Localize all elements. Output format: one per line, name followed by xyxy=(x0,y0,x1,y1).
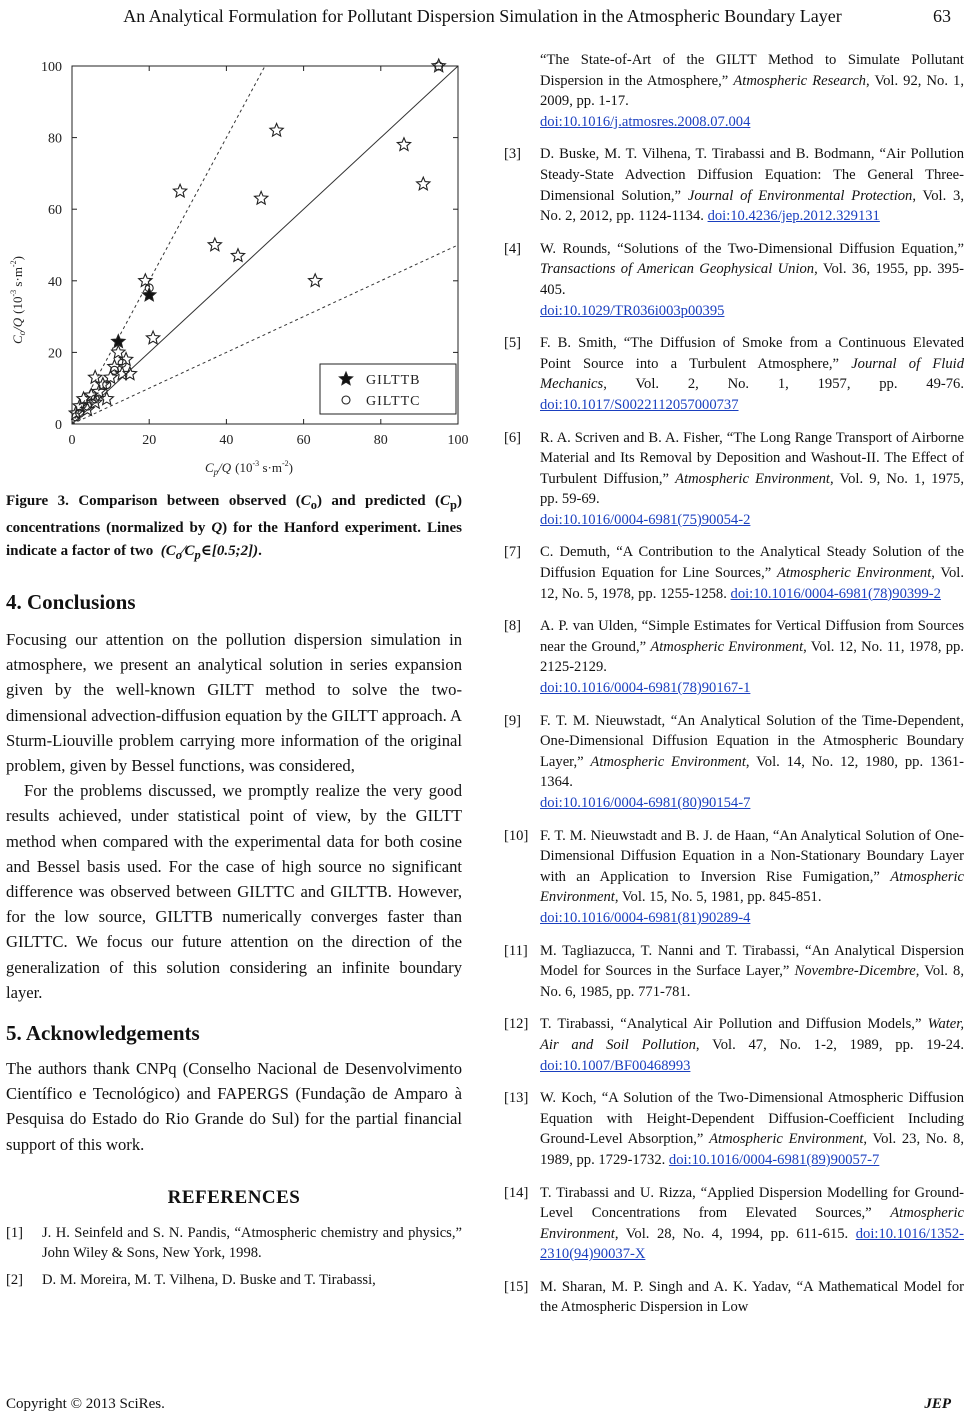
reference-number: [1] xyxy=(6,1224,24,1241)
ratio-formula: $(C_o⁄C_p\in[0.5;2])$ xyxy=(156,543,259,562)
references-heading: REFERENCES xyxy=(167,1186,301,1208)
reference-number: [4] xyxy=(504,240,522,257)
running-title: An Analytical Formulation for Pollutant Dispersion Simulation in the Atmospheric Boundary Layer xyxy=(123,6,842,26)
observed-point xyxy=(146,331,159,344)
reference-item xyxy=(504,1183,964,1265)
figure-caption: Figure 3. Comparison between observed $(C_o)$ and predicted $(C_p)$ concentrations (normalized by Q) for the Hanford experiment. Lines indicate a factor of two $(C_o⁄C_p\in[0.5;2])$. xyxy=(6,493,462,562)
reference-number: [13] xyxy=(504,1090,529,1107)
reference-item xyxy=(504,239,964,321)
reference-item xyxy=(6,1223,462,1264)
legend-label-gilttb: GILTTB xyxy=(366,373,421,388)
x-tick-label: 20 xyxy=(142,433,157,448)
doi-link[interactable]: doi:10.1029/TR036i003p00395 xyxy=(540,302,725,319)
reference-text: A. P. van Ulden, “Simple Estimates for Vertical Diffusion from Sources near the Ground,” Atmospheric Environment, Vol. 12, No. 11, 1978, pp. 2125-2129. doi:10.1016/0004-6981(78)90167-1 xyxy=(540,618,964,697)
reference-number: [7] xyxy=(504,544,522,561)
doi-link[interactable]: doi:10.1016/1352-2310(94)90037-X xyxy=(540,1225,964,1263)
reference-text: J. H. Seinfeld and S. N. Pandis, “Atmospheric chemistry and physics,” John Wiley & Sons, New York, 1998. xyxy=(42,1224,462,1262)
y-tick-label: 40 xyxy=(48,274,62,290)
doi-link[interactable]: doi:10.1007/BF00468993 xyxy=(540,1057,691,1074)
references-list-right xyxy=(504,50,964,1330)
reference-text: F. T. M. Nieuwstadt, “An Analytical Solution of the Time-Dependent, One-Dimensional Diffusion Equation in the Atmospheric Boundary Layer,” Atmospheric Environment, Vol. 14, No. 12, 1980, pp. 1361-1364. doi:10.1016/0004-6981(80)90154-7 xyxy=(540,712,964,811)
reference-number: [11] xyxy=(504,942,528,959)
observed-point xyxy=(123,367,136,380)
reference-number: [9] xyxy=(504,712,522,729)
x-tick-label: 60 xyxy=(296,433,311,448)
observed-point xyxy=(89,370,102,383)
page-header xyxy=(0,6,965,30)
reference-number: [15] xyxy=(504,1278,529,1295)
conclusions-paragraph-1: Focusing our attention on the pollution dispersion simulation in atmosphere, we present an analytical solution in series expansion given by the well-known GILTT method to solve the two-dimensional advection-diffusion equation by the GILTT approach. A Sturm-Liouville problem carrying more information of the original problem, given by Bessel functions, was considered, xyxy=(6,630,462,776)
doi-link[interactable]: doi:10.1016/0004-6981(81)90289-4 xyxy=(540,909,751,926)
reference-item xyxy=(504,333,964,415)
reference-text: “The State-of-Art of the GILTT Method to Simulate Pollutant Dispersion in the Atmosphere,” Atmospheric Research, Vol. 92, No. 1, 2009, pp. 1-17. doi:10.1016/j.atmosres.2008.07.004 xyxy=(540,52,964,130)
x-tick-label: 0 xyxy=(68,433,76,448)
observed-point xyxy=(208,238,221,251)
doi-link[interactable]: doi:10.1016/0004-6981(78)90399-2 xyxy=(730,585,941,602)
observed-point xyxy=(173,184,186,197)
reference-item xyxy=(504,144,964,226)
reference-text: T. Tirabassi, “Analytical Air Pollution and Diffusion Models,” Water, Air and Soil Pollution, Vol. 47, No. 1-2, 1989, pp. 19-24. doi:10.1007/BF00468993 xyxy=(540,1016,964,1074)
reference-item xyxy=(504,50,964,132)
references-list-left xyxy=(6,1223,462,1291)
y-tick-label: 60 xyxy=(48,203,62,219)
conclusions-heading: 4. Conclusions xyxy=(6,590,136,614)
reference-number: [5] xyxy=(504,335,522,352)
legend-label-gilttc: GILTTC xyxy=(366,394,421,409)
reference-text: C. Demuth, “A Contribution to the Analytical Steady Solution of the Diffusion Equation for Line Sources,” Atmospheric Environment, Vol. 12, No. 5, 1978, pp. 1255-1258. doi:10.1016/0004-6981(78)90399-2 xyxy=(540,544,964,602)
left-column xyxy=(6,590,462,1297)
reference-number: [14] xyxy=(504,1184,529,1201)
doi-link[interactable]: doi:10.1016/0004-6981(89)90057-7 xyxy=(668,1151,880,1168)
reference-text: W. Rounds, “Solutions of the Two-Dimensional Diffusion Equation,” Transactions of American Geophysical Union, Vol. 36, 1955, pp. 395-405. doi:10.1029/TR036i003p00395 xyxy=(540,240,964,319)
y-axis-label: $C_o/Q(10^{-3}$ $s\cdot m^{-2}$) xyxy=(9,256,27,344)
reference-item xyxy=(504,1014,964,1076)
reference-item xyxy=(504,711,964,814)
observed-point xyxy=(417,177,430,190)
reference-text: T. Tirabassi and U. Rizza, “Applied Dispersion Modelling for Ground-Level Concentrations from Elevated Sources,” Atmospheric Environment, Vol. 28, No. 4, 1994, pp. 611-615. doi:10.1016/1352-2310(94)90037-X xyxy=(540,1184,964,1263)
reference-number: [8] xyxy=(504,618,522,635)
page-number: 63 xyxy=(933,6,951,26)
reference-item xyxy=(504,1088,964,1170)
observed-point xyxy=(231,249,244,262)
reference-number xyxy=(504,50,540,132)
x-tick-label: 40 xyxy=(219,433,234,448)
gilttb-point xyxy=(112,335,125,348)
reference-item xyxy=(504,826,964,929)
doi-link[interactable]: doi:10.1016/0004-6981(80)90154-7 xyxy=(540,795,751,811)
reference-text: M. Sharan, M. P. Singh and A. K. Yadav, “A Mathematical Model for the Atmospheric Dispersion in Low xyxy=(540,1278,964,1316)
factor-two-line xyxy=(72,66,265,424)
reference-text: D. Buske, M. T. Vilhena, T. Tirabassi and B. Bodmann, “Air Pollution Steady-State Advection Diffusion Equation: The General Three-Dimensional Solution,” Journal of Environmental Protection, Vol. 3, No. 2, 2012, pp. 1124-1134. doi:10.4236/jep.2012.329131 xyxy=(540,146,964,225)
reference-text: M. Tagliazucca, T. Nanni and T. Tirabassi, “An Analytical Dispersion Model for Sources in the Surface Layer,” Novembre-Dicembre, Vol. 8, No. 6, 1985, pp. 771-781. xyxy=(540,942,964,1000)
journal-abbrev: JEP xyxy=(924,1396,951,1412)
reference-number: [10] xyxy=(504,827,529,844)
scatter-chart xyxy=(0,44,469,484)
reference-item xyxy=(504,616,964,698)
acknowledgements-heading: 5. Acknowledgements xyxy=(6,1021,200,1046)
doi-link[interactable]: doi:10.1016/0004-6981(78)90167-1 xyxy=(540,680,751,697)
doi-link[interactable]: doi:10.4236/jep.2012.329131 xyxy=(707,208,880,225)
y-tick-label: 80 xyxy=(48,131,62,147)
observed-point xyxy=(309,274,322,287)
reference-number: [12] xyxy=(504,1016,529,1033)
y-tick-label: 0 xyxy=(55,418,62,433)
reference-item xyxy=(504,941,964,1003)
reference-item xyxy=(504,1277,964,1318)
reference-number: [3] xyxy=(504,146,522,163)
reference-item xyxy=(504,542,964,604)
x-tick-label: 80 xyxy=(373,433,388,448)
x-axis-label: $C_p/Q$ ($10^{-3}$ $s\cdot m^{-2}$) xyxy=(205,459,293,477)
reference-item xyxy=(6,1270,462,1291)
observed-point xyxy=(254,191,267,204)
y-tick-label: 100 xyxy=(41,60,62,75)
reference-text: D. M. Moreira, M. T. Vilhena, D. Buske and T. Tirabassi, xyxy=(42,1272,376,1289)
reference-text: W. Koch, “A Solution of the Two-Dimensional Atmospheric Diffusion Equation with Height-Dependent Diffusion-Coefficient Including Ground-Level Absorption,” Atmospheric Environment, Vol. 23, No. 8, 1989, pp. 1729-1732. doi:10.1016/0004-6981(89)90057-7 xyxy=(540,1090,964,1168)
reference-text: R. A. Scriven and B. A. Fisher, “The Long Range Transport of Airborne Material and Its Removal by Deposition and Washout-II. The Effect of Turbulent Diffusion,” Atmospheric Environment, Vol. 9, No. 1, 1975, pp. 59-69. doi:10.1016/0004-6981(75)90054-2 xyxy=(540,429,964,528)
reference-item xyxy=(504,428,964,531)
doi-link[interactable]: doi:10.1016/0004-6981(75)90054-2 xyxy=(540,511,751,528)
doi-link[interactable]: doi:10.1016/j.atmosres.2008.07.004 xyxy=(540,113,751,130)
reference-number: [2] xyxy=(6,1272,24,1289)
observed-point xyxy=(397,138,410,151)
reference-text: F. T. M. Nieuwstadt and B. J. de Haan, “An Analytical Solution of One-Dimensional Diffusion Equation in a Non-Stationary Boundary Layer with an Application to Inversion Rise Fumigation,” Atmospheric Environment, Vol. 15, No. 5, 1981, pp. 845-851. doi:10.1016/0004-6981(81)90289-4 xyxy=(540,827,964,926)
conclusions-paragraph-2: For the problems discussed, we promptly realize the very good results achieved, under statistical point of view, by the GILTT method when compared with the experimental data for both cosine and Bessel basis used. For the case of high source no significant difference was observed between GILTTC and GILTTB. However, for the low source, GILTTB numerically converges faster than GILTTC. We focus our future attention on the direction of the generalization of this solution considering an infinite boundary layer. xyxy=(6,781,462,1002)
doi-link[interactable]: doi:10.1017/S0022112057000737 xyxy=(540,396,739,413)
x-tick-label: 100 xyxy=(447,433,469,448)
copyright-notice: Copyright © 2013 SciRes. xyxy=(6,1396,165,1412)
acknowledgements-paragraph: The authors thank CNPq (Conselho Nacional de Desenvolvimento Científico e Tecnológico) and FAPERGS (Fundação de Amparo à Pesquisa do Estado do Rio Grande do Sul) for the partial financial support of this work. xyxy=(6,1059,462,1154)
observed-point xyxy=(270,123,283,136)
legend xyxy=(320,364,456,414)
y-tick-label: 20 xyxy=(48,346,62,362)
reference-number: [6] xyxy=(504,429,522,446)
reference-text: F. B. Smith, “The Diffusion of Smoke from a Continuous Elevated Point Source into a Turbulent Atmosphere,” Journal of Fluid Mechanics, Vol. 2, No. 1, 1957, pp. 49-76. doi:10.1017/S0022112057000737 xyxy=(540,335,964,413)
